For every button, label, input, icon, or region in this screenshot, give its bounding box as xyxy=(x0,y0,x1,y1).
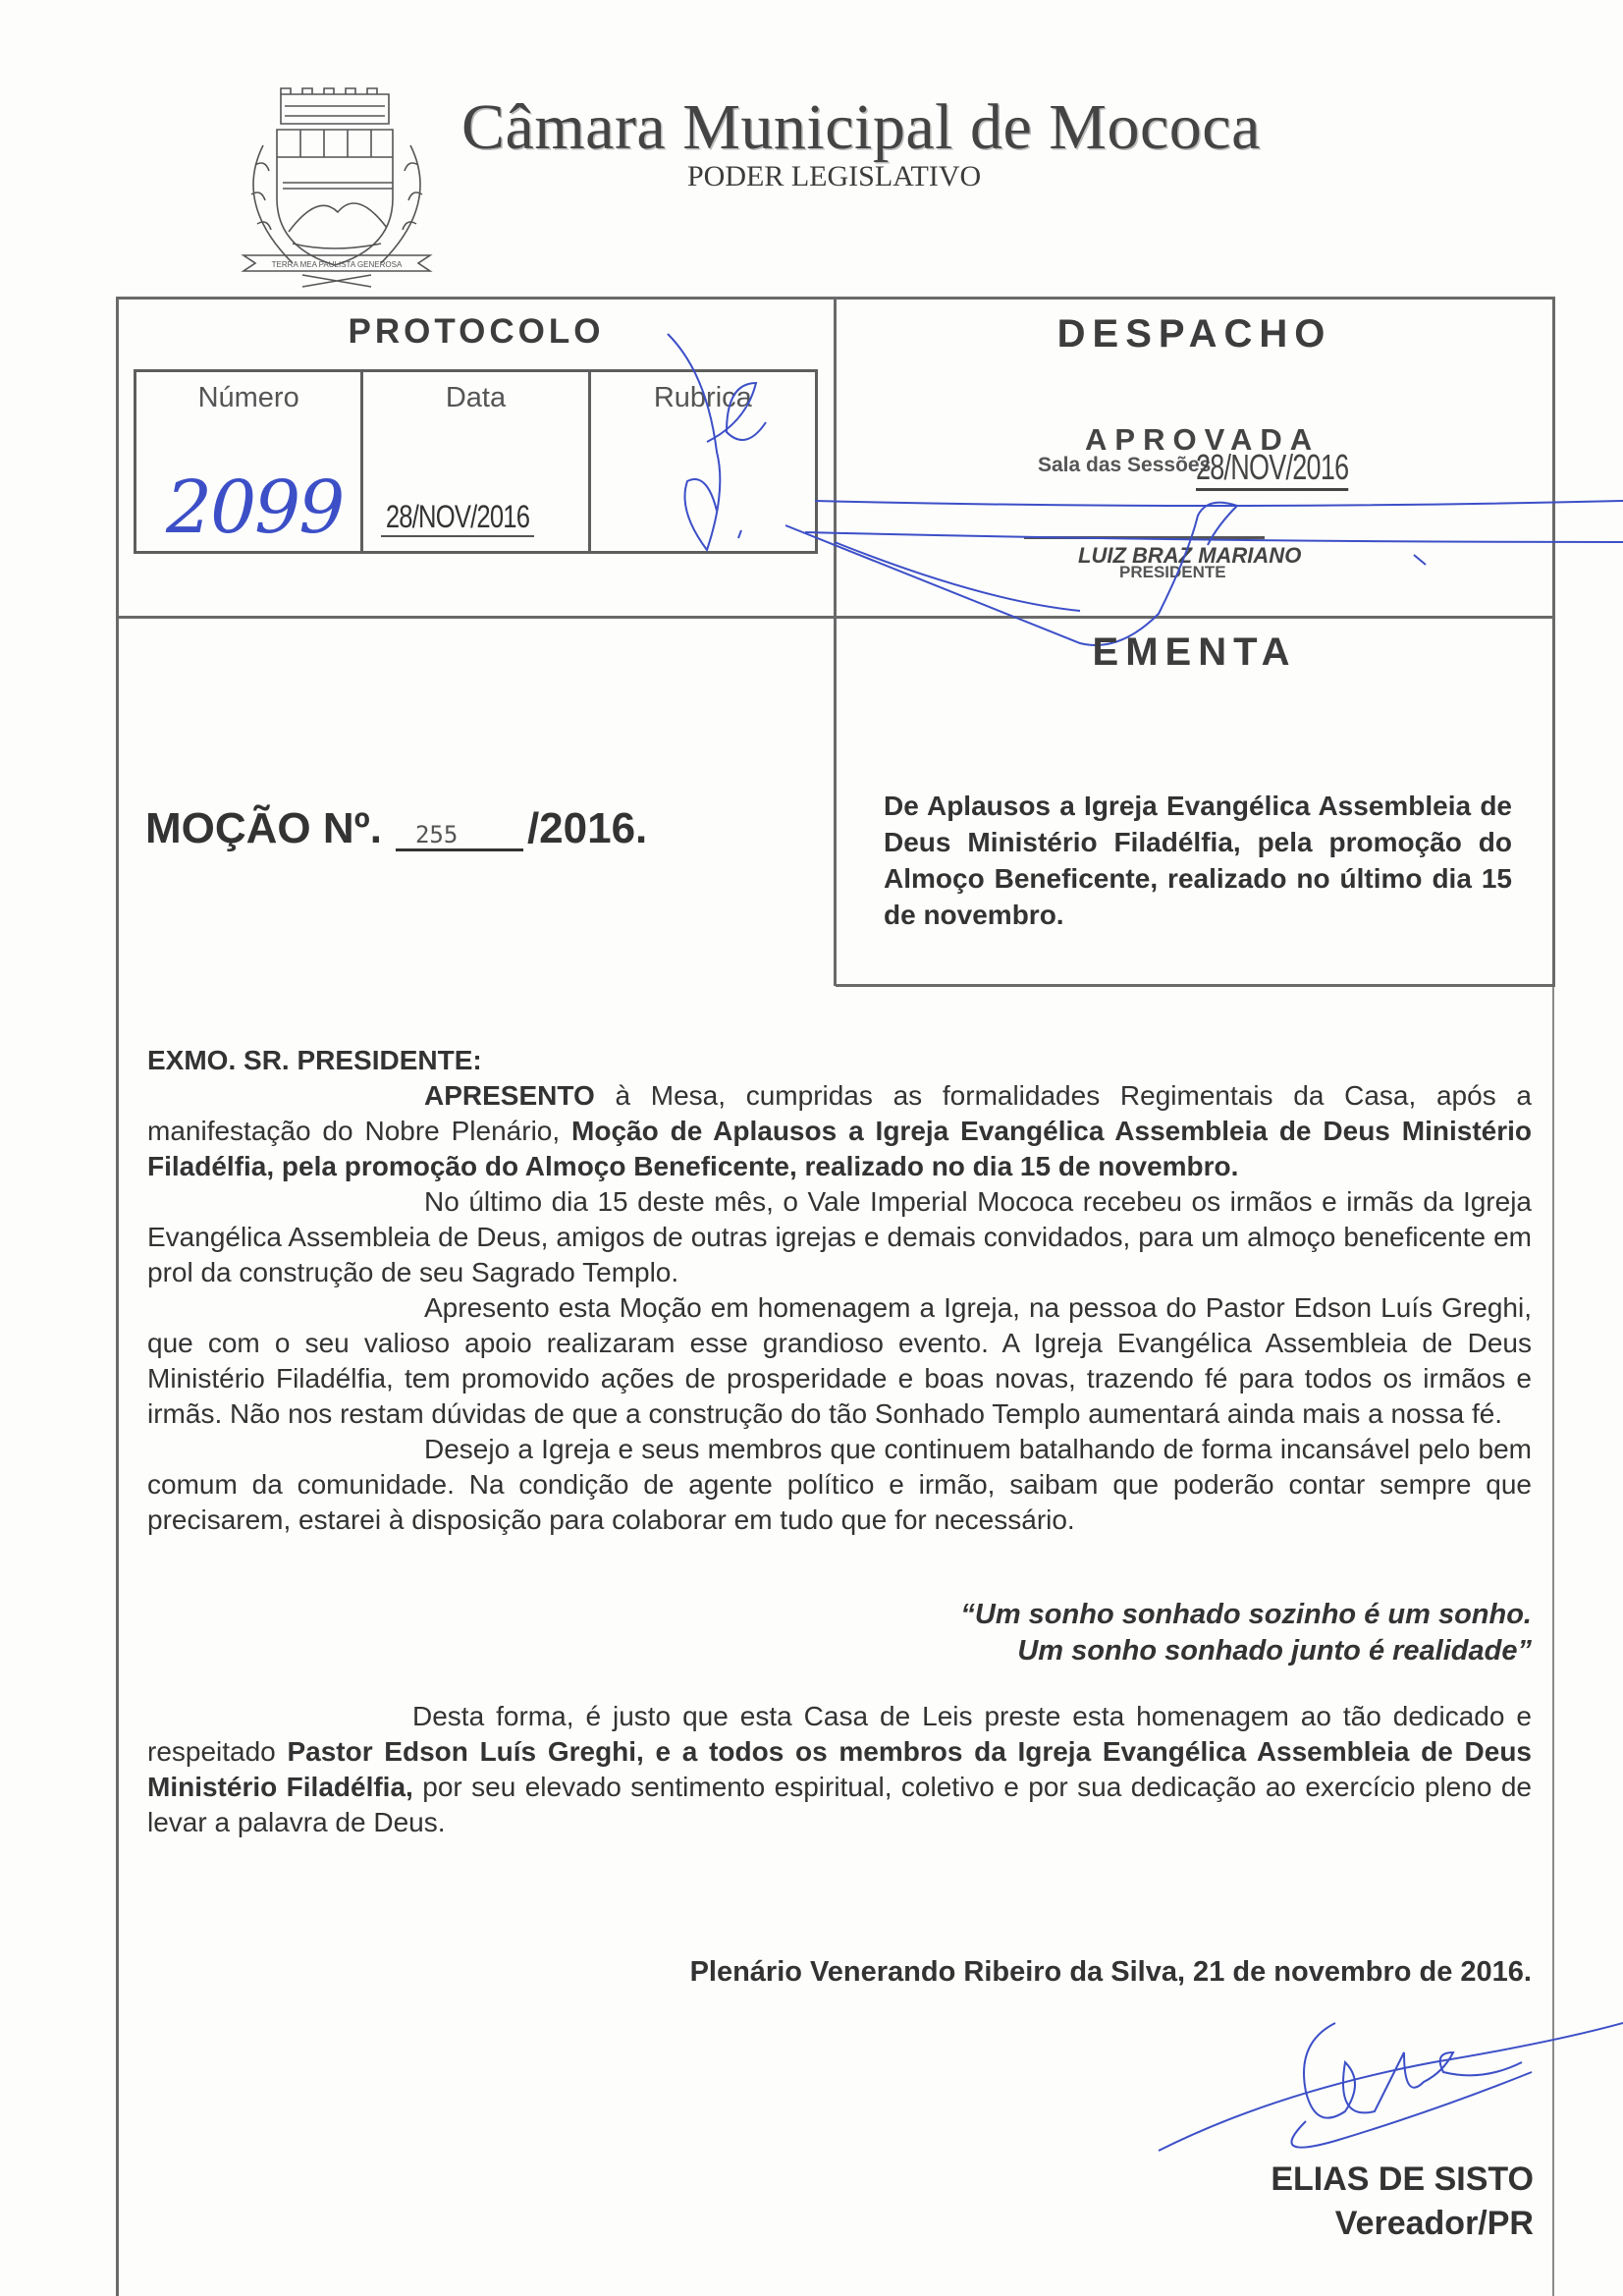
paragraph-5 xyxy=(147,1699,1532,1840)
ementa-text: De Aplausos a Igreja Evangélica Assembleia de Deus Ministério Filadélfia, pela promoção do Almoço Beneficente, realizado no último dia 15 de novembro. xyxy=(884,791,1512,930)
frame-right-border xyxy=(1552,297,1555,986)
frame-horizontal-divider xyxy=(116,616,1555,619)
stamp-signer-name: LUIZ BRAZ MARIANO xyxy=(1078,543,1302,568)
document-body xyxy=(147,1043,1532,1538)
protocolo-data-cell xyxy=(363,372,590,551)
frame-left-border xyxy=(116,297,119,2296)
stamp-signer-role: PRESIDENTE xyxy=(1119,563,1226,581)
quote xyxy=(687,1597,1532,1669)
despacho-heading: DESPACHO xyxy=(1056,312,1332,355)
p1-lead: APRESENTO xyxy=(424,1080,595,1111)
chamber-title: Câmara Municipal de Mococa xyxy=(461,91,1261,163)
quote-line-1: “Um sonho sonhado sozinho é um sonho. xyxy=(960,1599,1532,1630)
salutation: EXMO. SR. PRESIDENTE: xyxy=(147,1045,482,1075)
closing-place-date: Plenário Venerando Ribeiro da Silva, 21 de novembro de 2016. xyxy=(689,1956,1532,1988)
p1-bold: Moção de Aplausos a Igreja Evangélica Assembleia de Deus Ministério Filadélfia, pela promoção do Almoço Beneficente, realizado no dia 15 de novembro. xyxy=(147,1116,1532,1181)
paragraph-4: Desejo a Igreja e seus membros que continuem batalhando de forma incansável pelo bem comum da comunidade. Na condição de agente político e irmão, saibam que poderão contar sempre que precisarem, estarei à disposição para colaborar em tudo que for necessário. xyxy=(147,1434,1532,1535)
stamp-signature-line xyxy=(1024,536,1265,539)
numero-label: Número xyxy=(197,382,299,413)
p5-text: Desta forma, é justo que esta Casa de Leis preste esta homenagem ao tão dedicado e respeitado xyxy=(147,1701,1532,1767)
document-body-conclusion xyxy=(147,1699,1532,1840)
svg-text:TERRA MEA PAULISTA GENEROSA: TERRA MEA PAULISTA GENEROSA xyxy=(271,260,403,269)
chamber-subtitle: PODER LEGISLATIVO xyxy=(687,160,982,192)
paragraph-3: Apresento esta Moção em homenagem a Igreja, na pessoa do Pastor Edson Luís Greghi, que com o seu valioso apoio realizaram esse grandioso evento. A Igreja Evangélica Assembleia de Deus Ministério Filadélfia, tem promovido ações de prosperidade e boas novas, trazendo fé para todos os irmãos e irmãs. Não nos restam dúvidas de que a construção do tão Sonhado Templo aumentará ainda mais a nossa fé. xyxy=(147,1292,1532,1429)
approved-stamp: APROVADA xyxy=(1085,422,1321,457)
p5-tail: por seu elevado sentimento espiritual, coletivo e por sua dedicação ao exercício pleno de levar a palavra de Deus. xyxy=(147,1772,1532,1837)
stamp-location: Sala das Sessões xyxy=(1038,454,1212,476)
stamp-date: 28/NOV/2016 xyxy=(1196,447,1348,491)
signer-name: ELIAS DE SISTO xyxy=(1271,2160,1534,2198)
paragraph-2: No último dia 15 deste mês, o Vale Imperial Mococa recebeu os irmãos e irmãs da Igreja Evangélica Assembleia de Deus, amigos de outras igrejas e demais convidados, para um almoço beneficente em prol da construção de seu Sagrado Templo. xyxy=(147,1186,1532,1287)
mocao-year: /2016. xyxy=(526,804,648,852)
protocolo-table xyxy=(134,369,818,554)
protocolo-rubrica-cell xyxy=(591,372,815,551)
data-label: Data xyxy=(445,382,507,413)
numero-handwritten: 2099 xyxy=(166,465,344,550)
mocao-label: MOÇÃO Nº. xyxy=(145,804,382,852)
quote-line-2: Um sonho sonhado junto é realidade” xyxy=(1017,1635,1532,1667)
protocolo-numero-cell xyxy=(136,372,363,551)
rubrica-label: Rubrica xyxy=(653,382,752,413)
paragraph-1 xyxy=(147,1078,1532,1184)
frame-right-border-lower xyxy=(1552,985,1554,2296)
signer-role: Vereador/PR xyxy=(1334,2205,1534,2242)
data-stamp: 28/NOV/2016 xyxy=(381,499,534,537)
ementa-bottom-border xyxy=(836,984,1555,987)
city-crest-icon xyxy=(234,86,440,288)
p5-bold: Pastor Edson Luís Greghi, e a todos os membros da Igreja Evangélica Assembleia de Deus Ministério Filadélfia, xyxy=(147,1736,1532,1802)
ementa-heading: EMENTA xyxy=(1092,630,1297,674)
mocao-number-value: 255 xyxy=(396,821,523,851)
p1-text: à Mesa, cumpridas as formalidades Regimentais da Casa, após a manifestação do Nobre Plenário, xyxy=(147,1080,1532,1146)
protocolo-heading: PROTOCOLO xyxy=(348,312,605,351)
mocao-number xyxy=(145,804,647,853)
